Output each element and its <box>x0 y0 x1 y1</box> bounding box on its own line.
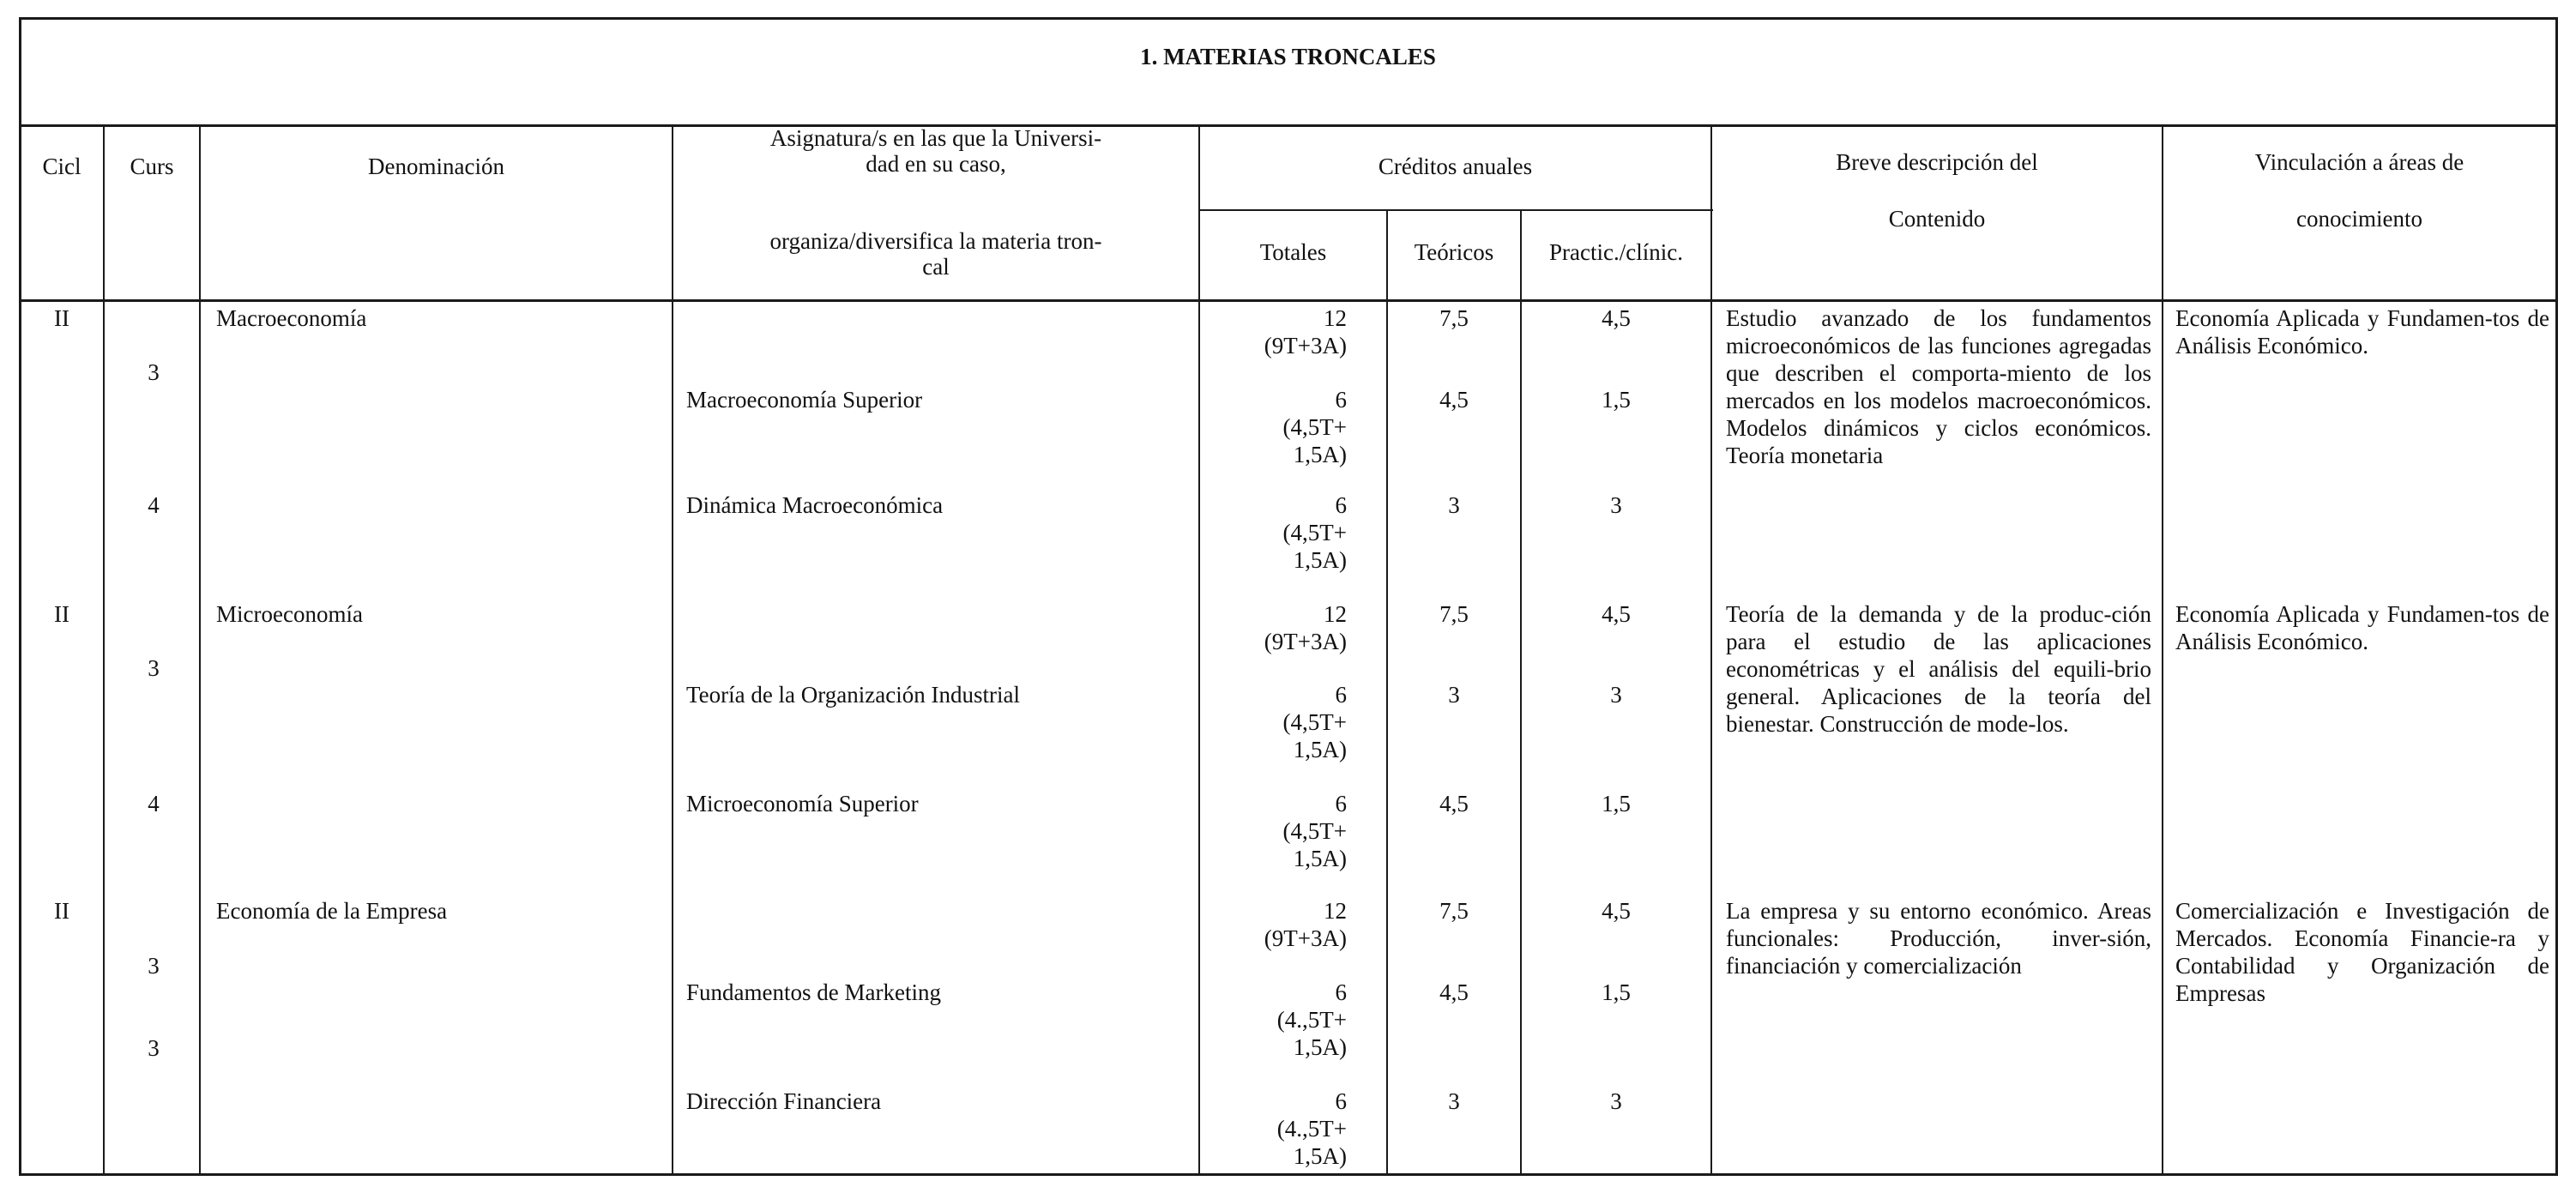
asignatura-total-credits: 6 (4.,5T+ 1,5A) <box>1276 1088 1347 1169</box>
materia-total-credits: 12 (9T+3A) <box>1264 305 1347 359</box>
materia-total-credits: 12 (9T+3A) <box>1264 898 1347 951</box>
header-ciclo: Cicl <box>42 154 81 179</box>
asignatura-theory-credits: 4,5 <box>1439 791 1469 816</box>
curso-cell: 3 <box>148 359 160 385</box>
materia-theory-credits: 7,5 <box>1439 601 1469 627</box>
asignatura-theory-credits: 4,5 <box>1439 387 1469 413</box>
header-totales: Totales <box>1259 239 1327 265</box>
asignatura-total-credits: 6 (4,5T+ 1,5A) <box>1282 387 1347 467</box>
header-asignatura: Asignatura/s en las que la Universi- dad en su caso, organiza/diversifica la materia tron- cal <box>769 125 1102 280</box>
title-divider <box>19 124 2558 127</box>
header-vinculacion: Vinculación a áreas de conocimiento <box>2254 149 2464 232</box>
materia-area-link: Comercialización e Investigación de Mercados. Economía Financie-ra y Contabilidad y Organización de Empresas <box>2175 898 2549 1006</box>
col-sep-4 <box>1198 124 1200 1176</box>
asignatura-total-credits: 6 (4,5T+ 1,5A) <box>1282 682 1347 762</box>
materia-area-link: Economía Aplicada y Fundamen-tos de Análisis Económico. <box>2175 601 2549 654</box>
materia-practice-credits: 4,5 <box>1602 898 1631 924</box>
materia-total-credits: 12 (9T+3A) <box>1264 601 1347 654</box>
asignatura-total-credits: 6 (4.,5T+ 1,5A) <box>1276 979 1347 1060</box>
asignatura-practice-credits: 3 <box>1610 1088 1622 1114</box>
col-sep-2 <box>199 124 201 1176</box>
col-sep-8 <box>2162 124 2163 1176</box>
ciclo-cell: II <box>54 601 69 627</box>
asignatura-theory-credits: 3 <box>1448 682 1460 708</box>
curso-cell: 3 <box>148 953 160 979</box>
table-border-right <box>2555 17 2558 1176</box>
ciclo-cell: II <box>54 305 69 331</box>
table-border-left <box>19 17 21 1176</box>
materia-name: Macroeconomía <box>216 305 367 331</box>
materia-area-link: Economía Aplicada y Fundamen-tos de Análisis Económico. <box>2175 305 2549 359</box>
col-sep-7 <box>1710 124 1712 1176</box>
asignatura-name: Macroeconomía Superior <box>686 387 923 413</box>
materia-practice-credits: 4,5 <box>1602 601 1631 627</box>
header-denominacion: Denominación <box>368 154 504 179</box>
curso-cell: 4 <box>148 791 160 816</box>
asignatura-total-credits: 6 (4,5T+ 1,5A) <box>1282 492 1347 573</box>
ciclo-cell: II <box>54 898 69 924</box>
header-descripcion: Breve descripción del Contenido <box>1836 149 2038 232</box>
asignatura-practice-credits: 3 <box>1610 682 1622 708</box>
materia-theory-credits: 7,5 <box>1439 305 1469 331</box>
asignatura-practice-credits: 3 <box>1610 492 1622 518</box>
materia-description: Teoría de la demanda y de la produc-ción para el estudio de las aplicaciones econométricas y el análisis del equili-brio general. Aplicaciones de la teoría del bienestar. Construcción de mode-los. <box>1726 601 2151 737</box>
asignatura-practice-credits: 1,5 <box>1602 387 1631 413</box>
credits-subheader-divider <box>1198 209 1713 211</box>
table-border-bottom <box>19 1173 2558 1176</box>
table-title: 1. MATERIAS TRONCALES <box>1140 44 1436 69</box>
col-sep-1 <box>103 124 105 1176</box>
header-creditos-anuales: Créditos anuales <box>1378 154 1533 179</box>
asignatura-name: Teoría de la Organización Industrial <box>686 682 1020 708</box>
table-border-top <box>19 17 2558 20</box>
asignatura-practice-credits: 1,5 <box>1602 791 1631 816</box>
materia-theory-credits: 7,5 <box>1439 898 1469 924</box>
header-divider <box>19 299 2558 302</box>
materia-practice-credits: 4,5 <box>1602 305 1631 331</box>
header-teoricos: Teóricos <box>1414 239 1494 265</box>
asignatura-name: Dinámica Macroeconómica <box>686 492 944 518</box>
asignatura-theory-credits: 3 <box>1448 1088 1460 1114</box>
asignatura-name: Microeconomía Superior <box>686 791 919 816</box>
header-curso: Curs <box>130 154 174 179</box>
asignatura-theory-credits: 4,5 <box>1439 979 1469 1005</box>
materia-description: La empresa y su entorno económico. Areas funcionales: Producción, inver-sión, financiación y comercialización <box>1726 898 2151 979</box>
col-sep-3 <box>672 124 673 1176</box>
curso-cell: 3 <box>148 1035 160 1061</box>
asignatura-practice-credits: 1,5 <box>1602 979 1631 1005</box>
materia-name: Economía de la Empresa <box>216 898 448 924</box>
asignatura-name: Dirección Financiera <box>686 1088 882 1114</box>
materia-description: Estudio avanzado de los fundamentos microeconómicos de las funciones agregadas que describen el comporta-miento de los mercados en los modelos macroeconómicos. Modelos dinámicos y ciclos económicos. Teoría monetaria <box>1726 305 2151 468</box>
asignatura-theory-credits: 3 <box>1448 492 1460 518</box>
curso-cell: 3 <box>148 655 160 681</box>
asignatura-name: Fundamentos de Marketing <box>686 979 941 1005</box>
curso-cell: 4 <box>148 492 160 518</box>
materia-name: Microeconomía <box>216 601 363 627</box>
header-practicos: Practic./clínic. <box>1549 239 1683 265</box>
asignatura-total-credits: 6 (4,5T+ 1,5A) <box>1282 791 1347 871</box>
